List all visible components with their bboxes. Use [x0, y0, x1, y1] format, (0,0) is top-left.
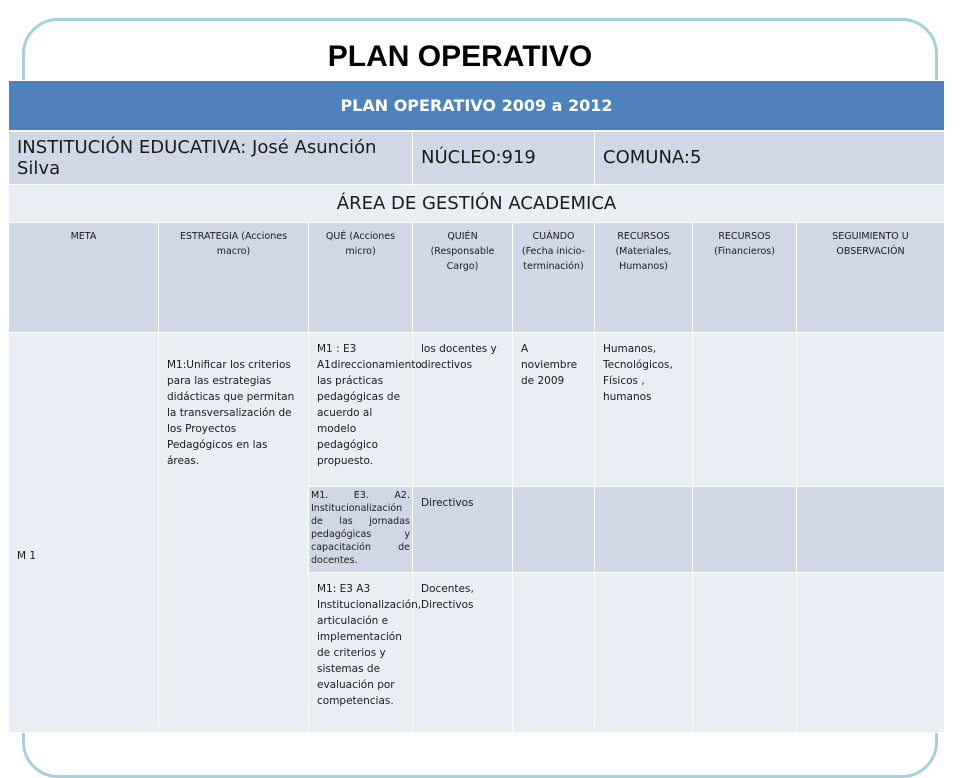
institution-cell: INSTITUCIÓN EDUCATIVA: José Asunción Silva — [9, 131, 413, 185]
column-header: CUÁNDO (Fecha inicio-terminación) — [513, 223, 595, 333]
column-header: RECURSOS (Financieros) — [693, 223, 797, 333]
quien-cell: Directivos — [413, 487, 513, 573]
estrategia-cell: M1:Unificar los criterios para las estrategias didácticas que permitan la transversalización de los Proyectos Pedagógicos en las áreas. — [159, 333, 309, 733]
column-header: META — [9, 223, 159, 333]
column-header: SEGUIMIENTO U OBSERVACIÓN — [797, 223, 945, 333]
column-header: ESTRATEGIA (Acciones macro) — [159, 223, 309, 333]
plan-table — [8, 80, 945, 733]
cuando-cell: A noviembre de 2009 — [513, 333, 595, 487]
nucleo-cell: NÚCLEO:919 — [413, 131, 595, 185]
slide-title: PLAN OPERATIVO — [327, 40, 593, 73]
que-cell: M1. E3. A2. Institucionalización de las jornadas pedagógicas y capacitación de docentes. — [309, 487, 413, 573]
table-header: PLAN OPERATIVO 2009 a 2012 — [9, 81, 945, 131]
recursos-mat-cell — [595, 487, 693, 573]
seguimiento-cell — [797, 333, 945, 487]
recursos-mat-cell — [595, 573, 693, 733]
quien-cell: Docentes, Directivos — [413, 573, 513, 733]
cuando-cell — [513, 573, 595, 733]
quien-cell: los docentes y directivos — [413, 333, 513, 487]
column-header: RECURSOS (Materiales, Humanos) — [595, 223, 693, 333]
recursos-mat-cell: Humanos, Tecnológicos, Físicos , humanos — [595, 333, 693, 487]
que-cell: M1 : E3 A1direccionamiento las prácticas pedagógicas de acuerdo al modelo pedagógico propuesto. — [309, 333, 413, 487]
recursos-fin-cell — [693, 573, 797, 733]
cuando-cell — [513, 487, 595, 573]
column-header: QUIÉN (Responsable Cargo) — [413, 223, 513, 333]
seguimiento-cell — [797, 573, 945, 733]
que-cell: M1: E3 A3 Institucionalización, articulación e implementación de criterios y sistemas de evaluación por competencias. — [309, 573, 413, 733]
recursos-fin-cell — [693, 333, 797, 487]
seguimiento-cell — [797, 487, 945, 573]
recursos-fin-cell — [693, 487, 797, 573]
column-header: QUÉ (Acciones micro) — [309, 223, 413, 333]
area-cell: ÁREA DE GESTIÓN ACADEMICA — [9, 185, 945, 223]
meta-cell: M 1 — [9, 333, 159, 733]
comuna-cell: COMUNA:5 — [595, 131, 945, 185]
